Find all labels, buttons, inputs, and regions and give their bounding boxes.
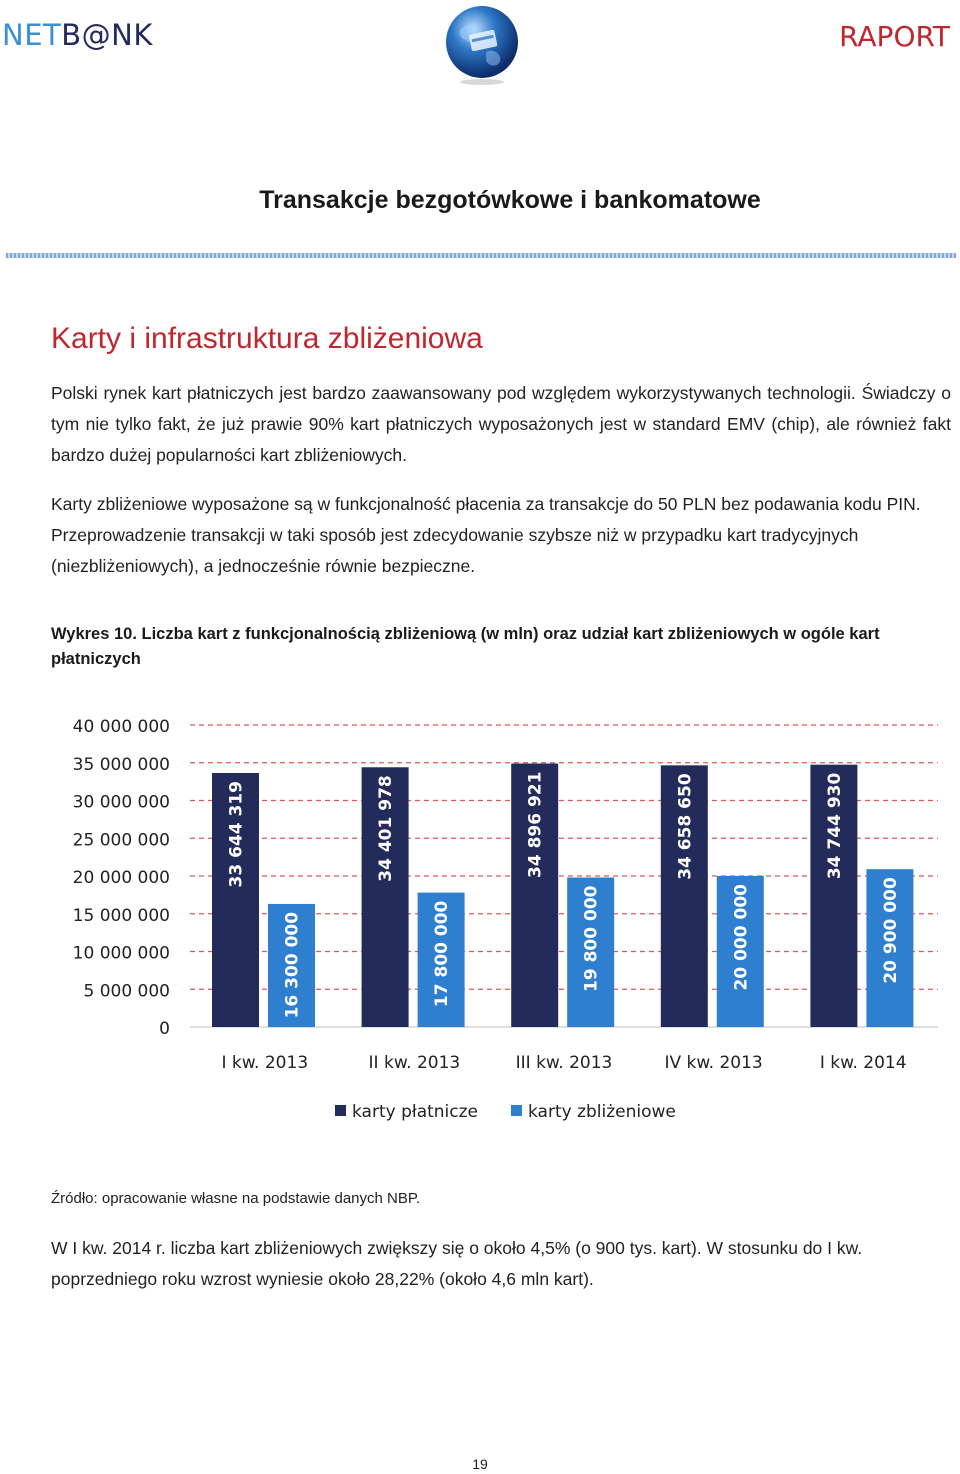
paragraph-forecast: W I kw. 2014 r. liczba kart zbliżeniowych zwiększy się o około 4,5% (o 900 tys. kart). W stosunku do I kw. poprzedniego roku wzrost wyniesie około 28,22% (około 4,6 mln kart). xyxy=(51,1238,863,1289)
x-category-label: II kw. 2013 xyxy=(368,1053,461,1073)
paragraph-intro: Polski rynek kart płatniczych jest bardzo zaawansowany pod względem wykorzystywanych technologii. Świadczy o tym nie tylko fakt, że już prawie 90% kart płatniczych wyposażonych jest w standard EMV (chip), ale również fakt bardzo dużej popularności kart zbliżeniowych. xyxy=(51,383,951,465)
y-tick-label: 15 000 000 xyxy=(72,905,170,926)
bar-value-label: 19 800 000 xyxy=(581,885,602,992)
y-tick-label: 35 000 000 xyxy=(72,754,170,775)
bar-value-label: 34 896 921 xyxy=(525,771,546,878)
report-label: RAPORT xyxy=(839,20,950,53)
chart-caption: Wykres 10. Liczba kart z funkcjonalnością zbliżeniową (w mln) oraz udział kart zbliżeniowych w ogóle kart płatniczych xyxy=(51,625,880,668)
y-tick-label: 10 000 000 xyxy=(72,943,170,964)
x-category-label: III kw. 2013 xyxy=(515,1053,613,1073)
brand-logo-part-a: NET xyxy=(2,18,62,52)
legend-label: karty zbliżeniowe xyxy=(528,1102,676,1122)
page-heading: Karty i infrastruktura zbliżeniowa xyxy=(51,322,483,355)
y-tick-label: 0 xyxy=(159,1019,170,1039)
y-tick-label: 30 000 000 xyxy=(72,792,170,813)
bar-value-label: 34 744 930 xyxy=(824,772,845,880)
x-category-label: I kw. 2013 xyxy=(221,1053,309,1073)
brand-logo-netbank xyxy=(2,18,153,52)
legend-swatch xyxy=(511,1105,522,1116)
bar-value-label: 33 644 319 xyxy=(226,780,247,888)
globe-icon xyxy=(440,2,524,86)
section-title: Transakcje bezgotówkowe i bankomatowe xyxy=(259,186,761,214)
brand-logo-part-b: B@NK xyxy=(61,18,153,52)
section-divider xyxy=(6,253,956,258)
bar-value-label: 16 300 000 xyxy=(282,911,303,1019)
y-tick-label: 5 000 000 xyxy=(83,981,170,1002)
legend-swatch xyxy=(335,1105,346,1116)
y-tick-label: 20 000 000 xyxy=(72,868,170,888)
bar-value-label: 20 900 000 xyxy=(880,877,901,984)
bar-chart xyxy=(0,700,960,1140)
y-tick-label: 25 000 000 xyxy=(72,830,170,851)
x-category-label: IV kw. 2013 xyxy=(664,1053,763,1073)
bar-value-label: 20 000 000 xyxy=(731,884,752,991)
y-tick-label: 40 000 000 xyxy=(72,717,170,737)
bar-value-label: 17 800 000 xyxy=(432,900,453,1008)
chart-source: Źródło: opracowanie własne na podstawie danych NBP. xyxy=(51,1190,421,1207)
paragraph-contactless: Karty zbliżeniowe wyposażone są w funkcjonalność płacenia za transakcje do 50 PLN bez podawania kodu PIN. Przeprowadzenie transakcji w taki sposób jest zdecydowanie szybsze niż w przypadku kart tradycyjnych (niezbliżeniowych), a jednocześnie równie bezpieczne. xyxy=(51,494,921,576)
bar-value-label: 34 401 978 xyxy=(376,775,397,882)
bar-value-label: 34 658 650 xyxy=(675,773,696,880)
legend-label: karty płatnicze xyxy=(352,1102,479,1122)
x-category-label: I kw. 2014 xyxy=(819,1053,907,1073)
page-number: 19 xyxy=(472,1456,488,1472)
